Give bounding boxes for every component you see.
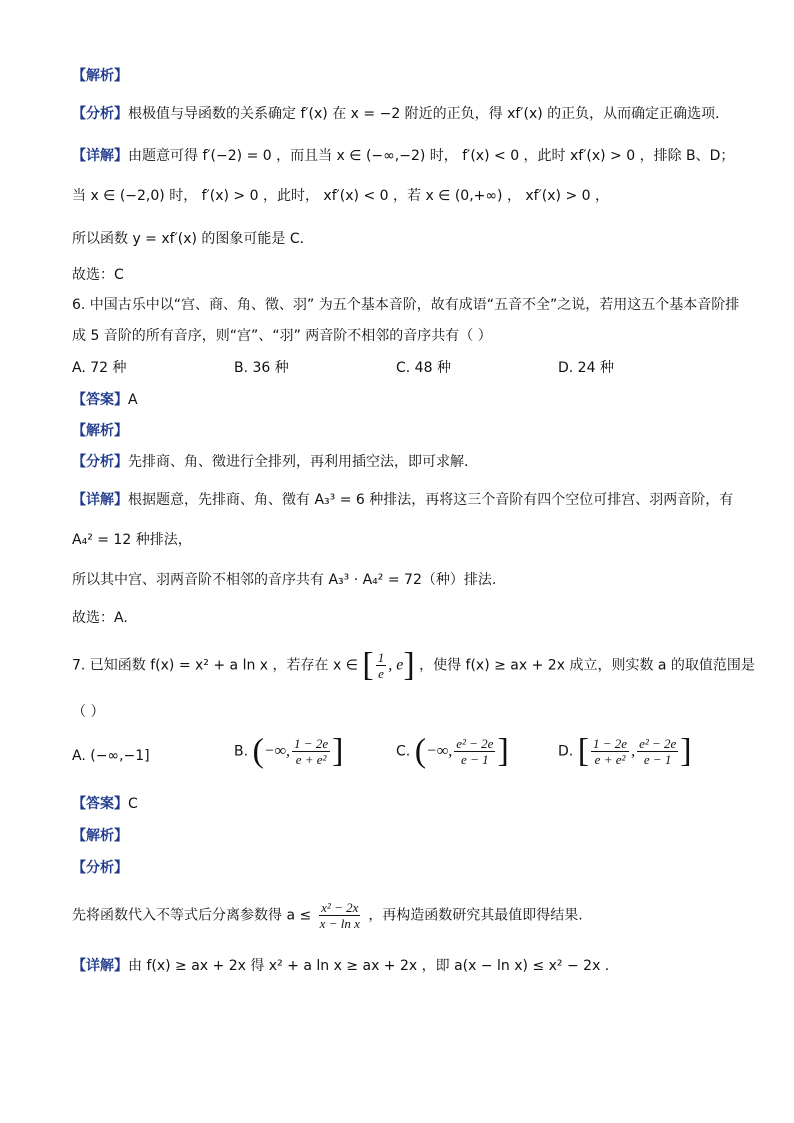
q6-stem-line-1: 6. 中国古乐中以“宫、商、角、徵、羽” 为五个基本音阶，故有成语“五音不全”之说，若用这五个基本音阶排 bbox=[72, 297, 740, 313]
q7-option-b: B. (−∞, $\frac{1 - 2e}{\text{e + e²}}$ ] bbox=[234, 732, 344, 770]
q6-analysis: 【分析】先排商、角、徵进行全排列，再利用插空法，即可求解. bbox=[72, 454, 469, 470]
jiexi-heading: 【解析】 bbox=[72, 68, 128, 84]
q5-conclusion: 故选：C bbox=[72, 267, 124, 283]
q7-detail: 【详解】由 f(x) ≥ ax + 2x 得 x² + a ln x ≥ ax + 2x ，即 a(x − ln x) ≤ x² − 2x . bbox=[72, 958, 610, 974]
q7-analysis-fraction: $\frac{\text{x² − 2x}}{\text{x − ln x}}$ bbox=[319, 900, 360, 931]
q6-option-c: C. 48 种 bbox=[396, 360, 451, 376]
q6-detail-3: 所以其中宫、羽两音阶不相邻的音序共有 A₃³ · A₄² = 72（种）排法. bbox=[72, 572, 497, 588]
q5-detail-2: 当 x ∈ (−2,0) 时， f′(x) > 0 ，此时， xf′(x) < 0 ，若 x ∈ (0,+∞) ， xf′(x) > 0 ， bbox=[72, 188, 609, 204]
q5-analysis: 【分析】根极值与导函数的关系确定 f′(x) 在 x = −2 附近的正负，得 xf′(x) 的正负，从而确定正确选项． bbox=[72, 106, 730, 122]
q7-answer: 【答案】C bbox=[72, 796, 138, 812]
q7-stem: 7. 已知函数 f(x) = x² + a ln x ，若存在 x ∈ [ $\frac{1}{e}$ , e] ，使得 f(x) ≥ ax + 2x 成立，则实数 a 的取值范围是 bbox=[72, 646, 755, 684]
q6-option-a: A. 72 种 bbox=[72, 360, 127, 376]
q6-conclusion: 故选：A. bbox=[72, 610, 128, 626]
q7-fenxi-heading: 【分析】 bbox=[72, 860, 128, 876]
q5-detail-1: 【详解】由题意可得 f′(−2) = 0 ，而且当 x ∈ (−∞,−2) 时， f′(x) < 0 ，此时 xf′(x) > 0 ，排除 B、D； bbox=[72, 148, 735, 164]
q7-option-a: A. (−∞,−1] bbox=[72, 748, 150, 764]
q6-option-b: B. 36 种 bbox=[234, 360, 289, 376]
q6-detail-2: A₄² = 12 种排法， bbox=[72, 532, 192, 548]
q7-interval-fraction: $\frac{1}{e}$ bbox=[377, 650, 385, 681]
q6-answer: 【答案】A bbox=[72, 392, 138, 408]
q7-jiexi-heading: 【解析】 bbox=[72, 828, 128, 844]
q7-analysis: 先将函数代入不等式后分离参数得 a ≤ $\frac{\text{x² − 2x}}{\text{x − ln x}}$ ，再构造函数研究其最值即得结果. bbox=[72, 900, 583, 931]
q6-detail-1: 【详解】根据题意，先排商、角、徵有 A₃³ = 6 种排法，再将这三个音阶有四个空位可排宫、羽两音阶，有 bbox=[72, 492, 734, 508]
q5-detail-3: 所以函数 y = xf′(x) 的图象可能是 C． bbox=[72, 231, 314, 247]
q7-paren: （ ） bbox=[72, 704, 105, 720]
q6-option-d: D. 24 种 bbox=[558, 360, 614, 376]
q6-jiexi-heading: 【解析】 bbox=[72, 423, 128, 439]
q7-interval-left-bracket: [ bbox=[362, 646, 374, 684]
q7-option-d: D. [ $\frac{1 - 2e}{\text{e + e²}}$ , $\frac{\text{e² − 2e}}{e - 1}$ ] bbox=[558, 732, 692, 770]
q6-stem-line-2: 成 5 音阶的所有音序，则“宫”、“羽” 两音阶不相邻的音序共有（ ） bbox=[72, 328, 492, 344]
q7-interval-right-bracket: ] bbox=[403, 646, 415, 684]
q7-option-c: C. (−∞, $\frac{\text{e² − 2e}}{e - 1}$ ] bbox=[396, 732, 509, 770]
